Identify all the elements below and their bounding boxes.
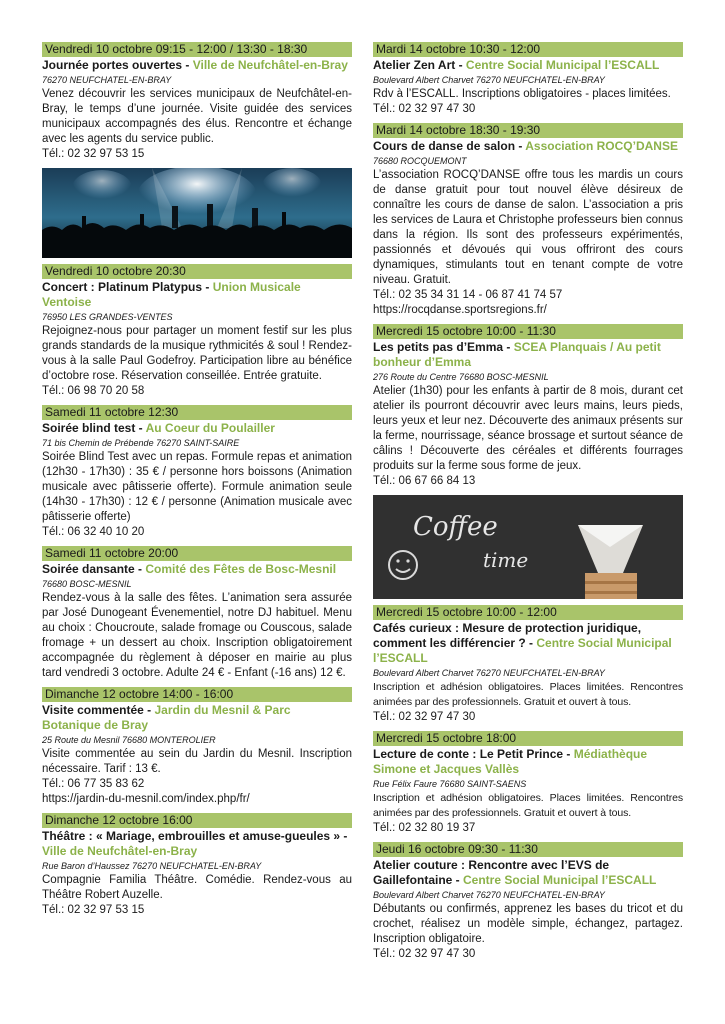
event-organizer[interactable]: Union Musicale Ventoise (42, 280, 301, 309)
event-dance-evening (42, 546, 352, 681)
event-title: Atelier Zen Art - Centre Social Municipal l’ESCALL (373, 58, 660, 72)
event-sewing-workshop (373, 842, 683, 962)
event-date: Vendredi 10 octobre 09:15 - 12:00 / 13:30 - 18:30 (42, 42, 352, 57)
event-title: Lecture de conte : Le Petit Prince - Médiathèque Simone et Jacques Vallès (373, 747, 648, 776)
event-description: Inscription et adhésion obligatoires. Places limitées. Rencontres animées par des professionnels. Gratuit et ouvert à tous. (373, 681, 683, 708)
event-cafes-curieux (373, 605, 683, 725)
event-phone: Tél.: 02 32 97 47 30 (373, 103, 476, 115)
event-address: Boulevard Albert Charvet 76270 NEUFCHATEL-EN-BRAY (373, 75, 605, 85)
event-description: Inscription et adhésion obligatoires. Places limitées. Rencontres animées par des professionnels. Gratuit et ouvert à tous. (373, 792, 683, 819)
event-phone: Tél.: 06 32 40 10 20 (42, 526, 145, 538)
event-petits-pas (373, 324, 683, 489)
event-title: Soirée blind test - Au Coeur du Poulailler (42, 421, 275, 435)
event-phone: Tél.: 02 32 97 53 15 (42, 148, 145, 160)
coffee-time-image (373, 495, 683, 599)
event-organizer[interactable]: Centre Social Municipal l’ESCALL (463, 873, 657, 887)
event-organizer[interactable]: Jardin du Mesnil & Parc Botanique de Bray (42, 703, 291, 732)
event-title: Visite commentée - Jardin du Mesnil & Parc Botanique de Bray (42, 703, 291, 732)
event-description: Atelier (1h30) pour les enfants à partir de 8 mois, durant cet atelier ils pourront découvrir avec leurs mains, leurs pieds, leurs yeux et leur nez. Découverte des animaux présents sur la ferme, nourrissage, séance brossage et surtout séance de câlins ! Découverte des céréales et différents fourrages produits sur la ferme sous forme de jeux. (373, 385, 683, 472)
event-address: Boulevard Albert Charvet 76270 NEUFCHATEL-EN-BRAY (373, 890, 605, 900)
event-reading (373, 731, 683, 836)
event-phone: Tél.: 02 32 97 47 30 (373, 711, 476, 723)
event-address: 76680 BOSC-MESNIL (42, 579, 132, 589)
event-title: Concert : Platinum Platypus - Union Musicale Ventoise (42, 280, 301, 309)
concert-photo-image (42, 168, 352, 258)
event-website-link[interactable]: https://rocqdanse.sportsregions.fr/ (373, 304, 547, 316)
event-description: Rdv à l’ESCALL. Inscriptions obligatoires - places limitées. (373, 88, 671, 100)
event-date: Mardi 14 octobre 18:30 - 19:30 (373, 123, 683, 138)
event-phone: Tél.: 06 67 66 84 13 (373, 475, 476, 487)
right-column (373, 42, 683, 968)
event-date: Jeudi 16 octobre 09:30 - 11:30 (373, 842, 683, 857)
event-date: Dimanche 12 octobre 16:00 (42, 813, 352, 828)
event-guided-tour (42, 687, 352, 807)
event-address: 71 bis Chemin de Prébende 76270 SAINT-SAIRE (42, 438, 240, 448)
event-organizer[interactable]: Comité des Fêtes de Bosc-Mesnil (145, 562, 337, 576)
event-zen-art (373, 42, 683, 117)
event-date: Mardi 14 octobre 10:30 - 12:00 (373, 42, 683, 57)
event-title: Théâtre : « Mariage, embrouilles et amuse-gueules » - Ville de Neufchâtel-en-Bray (42, 829, 348, 858)
left-column (42, 42, 352, 924)
event-phone: Tél.: 02 32 97 53 15 (42, 904, 145, 916)
event-address: 76270 NEUFCHATEL-EN-BRAY (42, 75, 172, 85)
event-date: Samedi 11 octobre 12:30 (42, 405, 352, 420)
event-description: Rendez-vous à la salle des fêtes. L’animation sera assurée par José Dunogeant Évenementiel, notre DJ habituel. Menu au choix : Choucroute, salade fromage ou Couscous, salade fromage + un dessert au choix. Inscription obligatoirement accompagnée du règlement à déposer en mairie au plus tard vendredi 3 octobre. Adulte 24 € - Enfant (-16 ans) 12 €. (42, 592, 352, 679)
event-ballroom-dance (373, 123, 683, 318)
event-open-day (42, 42, 352, 162)
event-date: Vendredi 10 octobre 20:30 (42, 264, 352, 279)
event-description: Débutants ou confirmés, apprenez les bases du tricot et du crochet, réalisez un modèle simple, échangez, partagez. Inscription obligatoire. (373, 903, 683, 945)
coffee-time-photo (373, 495, 683, 599)
event-description: Venez découvrir les services municipaux de Neufchâtel-en-Bray, le temps d’une journée. Visite guidée des services municipaux accompagnés des élus. Rencontre et échange avec les agents du service public. (42, 88, 352, 145)
event-theatre (42, 813, 352, 918)
event-date: Mercredi 15 octobre 18:00 (373, 731, 683, 746)
event-phone: Tél.: 06 77 35 83 62 (42, 778, 145, 790)
event-address: Rue Félix Faure 76680 SAINT-SAENS (373, 779, 527, 789)
event-address: 76680 ROCQUEMONT (373, 156, 467, 166)
event-phone: Tél.: 06 98 70 20 58 (42, 385, 145, 397)
event-title: Atelier couture : Rencontre avec l’EVS de Gaillefontaine - Centre Social Municipal l’ESCALL (373, 858, 657, 887)
event-description: L’association ROCQ’DANSE offre tous les mardis un cours de danse gratuit pour tout nouvel élève désireux de connaître les cours de danse de salon. L’association a pris les services de Laura et Christophe professeurs bien connus dans la région. Ils sont des professeurs expérimentés, passionnés et dévoués qui vous offriront des cours dynamiques, stimulants tout en tenant compte de votre niveau. Gratuit. (373, 169, 683, 286)
event-blind-test (42, 405, 352, 540)
event-website-link[interactable]: https://jardin-du-mesnil.com/index.php/fr/ (42, 793, 250, 805)
event-title: Journée portes ouvertes - Ville de Neufchâtel-en-Bray (42, 58, 348, 72)
event-title: Les petits pas d’Emma - SCEA Planquais / Au petit bonheur d’Emma (373, 340, 661, 369)
event-organizer[interactable]: Centre Social Municipal l’ESCALL (373, 636, 672, 665)
event-organizer[interactable]: SCEA Planquais / Au petit bonheur d’Emma (373, 340, 661, 369)
event-date: Samedi 11 octobre 20:00 (42, 546, 352, 561)
time-word: time (483, 548, 529, 572)
event-phone: Tél.: 02 35 34 31 14 - 06 87 41 74 57 (373, 289, 563, 301)
event-address: 76950 LES GRANDES-VENTES (42, 312, 173, 322)
event-organizer[interactable]: Association ROCQ’DANSE (525, 139, 678, 153)
coffee-word: Coffee (413, 512, 498, 542)
event-organizer[interactable]: Ville de Neufchâtel-en-Bray (192, 58, 348, 72)
event-description: Visite commentée au sein du Jardin du Mesnil. Inscription nécessaire. Tarif : 13 €. (42, 748, 352, 775)
event-date: Mercredi 15 octobre 10:00 - 11:30 (373, 324, 683, 339)
event-address: 276 Route du Centre 76680 BOSC-MESNIL (373, 372, 549, 382)
event-address: 25 Route du Mesnil 76680 MONTEROLIER (42, 735, 216, 745)
event-title: Soirée dansante - Comité des Fêtes de Bosc-Mesnil (42, 562, 337, 576)
event-description: Soirée Blind Test avec un repas. Formule repas et animation (12h30 - 17h30) : 35 € / personne hors boissons (Animation musicale avec pâtisserie offerte). Formule animation seule (14h30 - 17h30) : 12 € / personne (Animation musicale avec pâtisserie offerte) (42, 451, 352, 523)
event-organizer[interactable]: Au Coeur du Poulailler (145, 421, 275, 435)
event-date: Dimanche 12 octobre 14:00 - 16:00 (42, 687, 352, 702)
event-address: Rue Baron d’Haussez 76270 NEUFCHATEL-EN-BRAY (42, 861, 262, 871)
event-phone: Tél.: 02 32 97 47 30 (373, 948, 476, 960)
event-title: Cours de danse de salon - Association ROCQ’DANSE (373, 139, 678, 153)
event-title: Cafés curieux : Mesure de protection juridique, comment les différencier ? - Centre Social Municipal l’ESCALL (373, 621, 672, 665)
event-description: Compagnie Familia Théâtre. Comédie. Rendez-vous au Théâtre Robert Auzelle. (42, 874, 352, 901)
concert-photo (42, 168, 352, 258)
event-organizer[interactable]: Centre Social Municipal l’ESCALL (465, 58, 660, 72)
event-organizer[interactable]: Médiathèque Simone et Jacques Vallès (373, 747, 648, 776)
event-description: Rejoignez-nous pour partager un moment festif sur les plus grands standards de la musique rythmicités & soul ! Rendez-vous à la salle Paul Godefroy. Participation libre au bénéfice d’octobre rose. Réservation conseillée. Entrée gratuite. (42, 325, 353, 382)
event-concert (42, 264, 352, 399)
event-date: Mercredi 15 octobre 10:00 - 12:00 (373, 605, 683, 620)
event-address: Boulevard Albert Charvet 76270 NEUFCHATEL-EN-BRAY (373, 668, 605, 678)
event-organizer[interactable]: Ville de Neufchâtel-en-Bray (42, 844, 198, 858)
event-phone: Tél.: 02 32 80 19 37 (373, 822, 476, 834)
